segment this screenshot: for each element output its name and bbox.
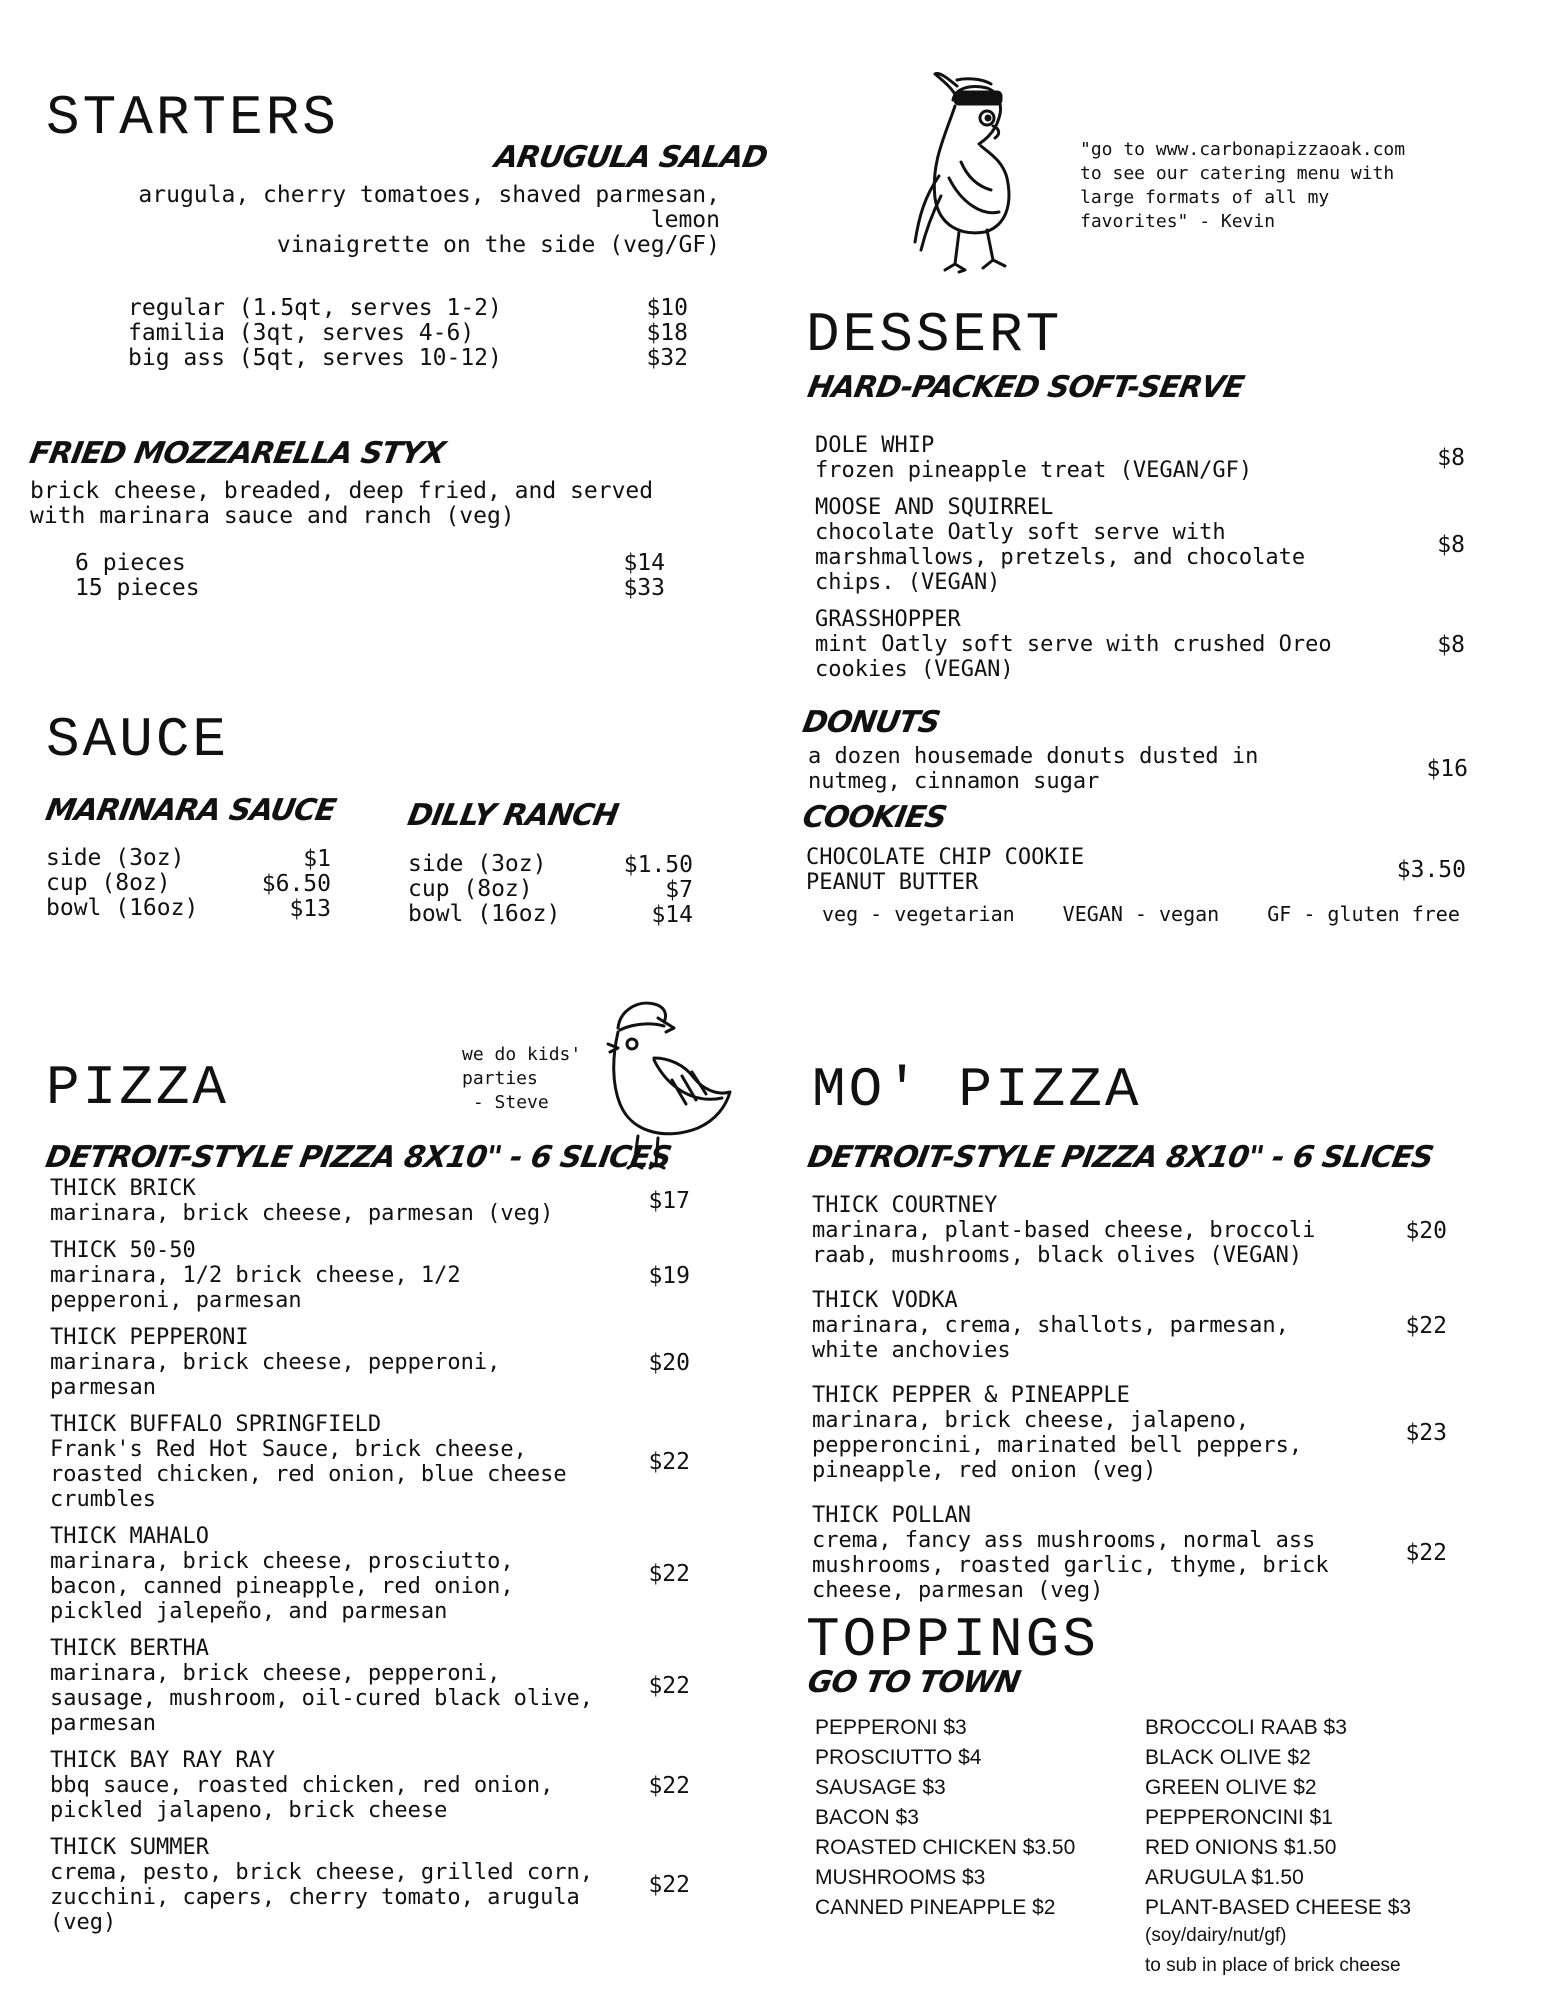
- menu-item-name: THICK SUMMER: [50, 1835, 209, 1860]
- size-label: cup (8oz): [408, 876, 533, 902]
- size-price: $18: [646, 320, 688, 346]
- menu-item-name: THICK POLLAN: [812, 1503, 971, 1528]
- menu-item-name: THICK BAY RAY RAY: [50, 1748, 276, 1773]
- menu-item-name: THICK BRICK: [50, 1176, 196, 1201]
- menu-item-price: $8: [1437, 445, 1465, 471]
- menu-item-text: [815, 433, 1252, 483]
- menu-item-price: $8: [1437, 631, 1465, 658]
- ranch-size-row: [408, 852, 693, 877]
- menu-item-description: crema, fancy ass mushrooms, normal ass mushrooms, roasted garlic, thyme, brick cheese, parmesan (veg): [812, 1528, 1329, 1603]
- menu-item-text: [812, 1288, 1289, 1363]
- menu-item-text: [50, 1835, 593, 1935]
- donuts-title: DONUTS: [800, 705, 943, 740]
- menu-item-price: $22: [648, 1673, 690, 1699]
- menu-item-description: frozen pineapple treat (VEGAN/GF): [815, 458, 1253, 483]
- legend-vegan: VEGAN - vegan: [1062, 902, 1220, 926]
- toppings-left-column: [815, 1713, 1115, 1923]
- size-price: $33: [623, 575, 665, 601]
- menu-item-text: [50, 1325, 500, 1400]
- menu-item-description: chocolate Oatly soft serve with marshmallows, pretzels, and chocolate chips. (VEGAN): [815, 520, 1306, 595]
- plant-cheese-note: (soy/dairy/nut/gf): [1145, 1925, 1287, 1946]
- mo-pizza-item-list: [812, 1193, 1447, 1623]
- menu-item-text: [50, 1748, 553, 1823]
- pizza-item-list: [50, 1176, 690, 1947]
- dessert-heading: DESSERT: [806, 303, 1063, 367]
- mozzarella-size-row: [75, 551, 665, 576]
- starters-heading: STARTERS: [46, 86, 339, 150]
- marinara-size-row: [46, 871, 331, 896]
- topping-item: PROSCIUTTO $4: [815, 1746, 982, 1769]
- menu-item-text: [812, 1383, 1302, 1483]
- ranch-size-list: [408, 852, 693, 927]
- size-label: big ass (5qt, serves 10-12): [128, 345, 502, 371]
- menu-item-description: marinara, brick cheese, parmesan (veg): [50, 1201, 554, 1226]
- menu-item-text: [50, 1524, 514, 1624]
- size-label: 6 pieces: [75, 550, 186, 576]
- menu-item-name: THICK VODKA: [812, 1288, 958, 1313]
- pizza-item: [50, 1636, 690, 1736]
- menu-item-name: THICK MAHALO: [50, 1524, 209, 1549]
- size-price: $1.50: [623, 851, 693, 878]
- menu-item-description: marinara, 1/2 brick cheese, 1/2 pepperoni, parmesan: [50, 1263, 461, 1313]
- menu-item-price: $22: [648, 1449, 690, 1475]
- menu-item-price: $20: [1405, 1217, 1447, 1244]
- menu-item-text: [815, 607, 1332, 682]
- donuts-item: [808, 744, 1468, 794]
- legend-gf: GF - gluten free: [1267, 902, 1460, 926]
- cookies-item: [806, 845, 1466, 895]
- menu-item-price: $22: [1405, 1540, 1447, 1566]
- arugula-size-row: [128, 346, 688, 371]
- mozzarella-size-list: [75, 551, 665, 601]
- menu-item-text: [50, 1412, 567, 1512]
- menu-item-description: marinara, plant-based cheese, broccoli raab, mushrooms, black olives (VEGAN): [812, 1218, 1316, 1268]
- pizza-item: [50, 1176, 690, 1226]
- soft-serve-item: [815, 433, 1465, 483]
- menu-item-price: $22: [648, 1561, 690, 1587]
- mo-pizza-item: [812, 1288, 1447, 1363]
- toppings-subtitle: GO TO TOWN: [805, 1665, 1023, 1700]
- donuts-price: $16: [1426, 756, 1468, 782]
- mo-pizza-item: [812, 1383, 1447, 1483]
- menu-item-price: $22: [648, 1772, 690, 1799]
- menu-item-name: THICK COURTNEY: [812, 1193, 998, 1218]
- menu-item-price: $22: [648, 1872, 690, 1898]
- menu-item-text: [50, 1238, 461, 1313]
- size-label: side (3oz): [408, 851, 547, 877]
- soft-serve-title: HARD-PACKED SOFT-SERVE: [805, 370, 1247, 405]
- size-price: $32: [646, 345, 688, 371]
- menu-item-description: marinara, brick cheese, jalapeno, pepperoncini, marinated bell peppers, pineapple, red onion (veg): [812, 1408, 1303, 1483]
- menu-item-description: crema, pesto, brick cheese, grilled corn, zucchini, capers, cherry tomato, arugula (veg): [50, 1860, 594, 1935]
- arugula-salad-title: ARUGULA SALAD: [492, 140, 770, 175]
- plant-cheese-sub-note: to sub in place of brick cheese: [1145, 1955, 1401, 1976]
- menu-item-name: THICK PEPPER & PINEAPPLE: [812, 1383, 1130, 1408]
- arugula-size-row: [128, 321, 688, 346]
- menu-item-text: [50, 1636, 593, 1736]
- soft-serve-item: [815, 607, 1465, 682]
- kevin-bird-illustration: [895, 66, 1065, 281]
- sauce-heading: SAUCE: [46, 708, 230, 772]
- topping-item: RED ONIONS $1.50: [1145, 1836, 1337, 1859]
- marinara-size-row: [46, 846, 331, 871]
- size-price: $13: [289, 895, 331, 922]
- menu-item-name: DOLE WHIP: [815, 433, 935, 458]
- menu-item-name: GRASSHOPPER: [815, 607, 961, 632]
- arugula-size-list: [128, 296, 688, 371]
- size-price: $14: [651, 901, 693, 928]
- donuts-description: a dozen housemade donuts dusted in nutmeg, cinnamon sugar: [808, 744, 1259, 794]
- size-label: side (3oz): [46, 845, 185, 871]
- pizza-item: [50, 1835, 690, 1935]
- menu-item-description: marinara, brick cheese, prosciutto, bacon, canned pineapple, red onion, pickled jalepeño, and parmesan: [50, 1549, 514, 1624]
- mozzarella-size-row: [75, 576, 665, 601]
- cookies-description: CHOCOLATE CHIP COOKIE PEANUT BUTTER: [806, 845, 1085, 895]
- size-label: regular (1.5qt, serves 1-2): [128, 295, 502, 321]
- topping-item: PEPPERONI $3: [815, 1716, 967, 1739]
- topping-item: CANNED PINEAPPLE $2: [815, 1896, 1056, 1919]
- size-price: $6.50: [261, 870, 331, 897]
- pizza-item: [50, 1325, 690, 1400]
- size-label: bowl (16oz): [408, 901, 561, 927]
- topping-item: PLANT-BASED CHEESE $3: [1145, 1896, 1412, 1919]
- arugula-size-row: [128, 296, 688, 321]
- mo-pizza-item: [812, 1503, 1447, 1603]
- size-label: bowl (16oz): [46, 895, 199, 921]
- menu-item-name: THICK BERTHA: [50, 1636, 209, 1661]
- size-label: 15 pieces: [75, 575, 200, 601]
- marinara-size-row: [46, 896, 331, 921]
- topping-item: ROASTED CHICKEN $3.50: [815, 1836, 1076, 1859]
- size-label: familia (3qt, serves 4-6): [128, 320, 475, 346]
- ranch-size-row: [408, 902, 693, 927]
- pizza-subtitle: DETROIT-STYLE PIZZA 8X10" - 6 SLICES: [43, 1140, 674, 1175]
- arugula-salad-description: arugula, cherry tomatoes, shaved parmesan, lemon vinaigrette on the side (veg/GF): [138, 182, 720, 258]
- ranch-size-row: [408, 877, 693, 902]
- size-label: cup (8oz): [46, 870, 171, 896]
- menu-item-description: mint Oatly soft serve with crushed Oreo cookies (VEGAN): [815, 632, 1332, 682]
- cookies-title: COOKIES: [800, 800, 949, 835]
- topping-item: BACON $3: [815, 1806, 919, 1829]
- kevin-catering-quote: "go to www.carbonapizzaoak.com to see our catering menu with large formats of all my favorites" - Kevin: [1080, 139, 1406, 232]
- soft-serve-list: [815, 433, 1465, 694]
- dilly-ranch-title: DILLY RANCH: [405, 798, 621, 833]
- marinara-sauce-title: MARINARA SAUCE: [43, 793, 338, 828]
- menu-item-description: bbq sauce, roasted chicken, red onion, pickled jalapeno, brick cheese: [50, 1773, 554, 1823]
- menu-item-name: THICK 50-50: [50, 1238, 196, 1263]
- pizza-item: [50, 1238, 690, 1313]
- steve-kids-parties-quote: we do kids' parties - Steve: [462, 1044, 582, 1113]
- toppings-right-column: [1145, 1713, 1475, 1923]
- menu-item-description: Frank's Red Hot Sauce, brick cheese, roasted chicken, red onion, blue cheese crumbles: [50, 1437, 567, 1512]
- mo-pizza-subtitle: DETROIT-STYLE PIZZA 8X10" - 6 SLICES: [805, 1140, 1436, 1175]
- soft-serve-item: [815, 495, 1465, 595]
- menu-item-price: $19: [648, 1262, 690, 1289]
- menu-item-price: $17: [648, 1188, 690, 1214]
- menu-item-price: $23: [1405, 1420, 1447, 1446]
- size-price: $14: [623, 550, 665, 576]
- diet-legend: [822, 902, 1460, 927]
- pizza-heading: PIZZA: [46, 1056, 230, 1120]
- pizza-item: [50, 1524, 690, 1624]
- menu-item-text: [50, 1176, 553, 1226]
- size-price: $1: [303, 845, 331, 872]
- menu-item-price: $22: [1405, 1312, 1447, 1339]
- toppings-heading: TOPPINGS: [806, 1608, 1099, 1672]
- menu-item-name: MOOSE AND SQUIRREL: [815, 495, 1054, 520]
- menu-item-price: $20: [648, 1349, 690, 1376]
- menu-item-text: [815, 495, 1305, 595]
- topping-item: BLACK OLIVE $2: [1145, 1746, 1311, 1769]
- legend-veg: veg - vegetarian: [822, 902, 1015, 926]
- menu-item-text: [812, 1193, 1315, 1268]
- fried-mozzarella-description: brick cheese, breaded, deep fried, and served with marinara sauce and ranch (veg): [30, 478, 654, 529]
- menu-item-description: marinara, crema, shallots, parmesan, white anchovies: [812, 1313, 1289, 1363]
- size-price: $7: [665, 876, 693, 903]
- pizza-item: [50, 1412, 690, 1512]
- menu-item-description: marinara, brick cheese, pepperoni, sausage, mushroom, oil-cured black olive, parmesan: [50, 1661, 594, 1736]
- cookies-price: $3.50: [1396, 857, 1466, 883]
- menu-item-name: THICK PEPPERONI: [50, 1325, 249, 1350]
- menu-item-price: $8: [1437, 532, 1465, 558]
- menu-item-text: [812, 1503, 1329, 1603]
- topping-item: MUSHROOMS $3: [815, 1866, 986, 1889]
- size-price: $10: [646, 295, 688, 321]
- pizza-item: [50, 1748, 690, 1823]
- topping-item: PEPPERONCINI $1: [1145, 1806, 1333, 1829]
- menu-item-name: THICK BUFFALO SPRINGFIELD: [50, 1412, 382, 1437]
- marinara-size-list: [46, 846, 331, 921]
- mo-pizza-item: [812, 1193, 1447, 1268]
- mo-pizza-heading: MO' PIZZA: [812, 1058, 1142, 1122]
- menu-item-description: marinara, brick cheese, pepperoni, parmesan: [50, 1350, 501, 1400]
- topping-item: ARUGULA $1.50: [1145, 1866, 1304, 1889]
- topping-item: SAUSAGE $3: [815, 1776, 946, 1799]
- fried-mozzarella-title: FRIED MOZZARELLA STYX: [27, 436, 448, 471]
- topping-item: BROCCOLI RAAB $3: [1145, 1716, 1347, 1739]
- topping-item: GREEN OLIVE $2: [1145, 1776, 1317, 1799]
